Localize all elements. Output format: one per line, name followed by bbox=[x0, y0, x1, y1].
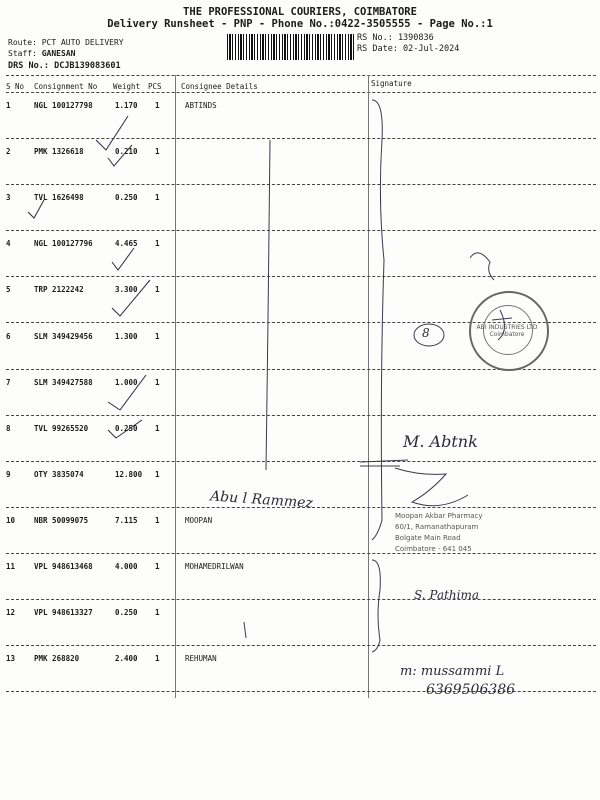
col-consignee: Consignee Details bbox=[181, 82, 258, 91]
row-weight: 2.400 bbox=[115, 654, 138, 663]
col-pcs: PCS bbox=[148, 82, 162, 91]
brace-short bbox=[372, 560, 380, 652]
row-pcs: 1 bbox=[155, 193, 160, 202]
checkmark bbox=[112, 280, 150, 316]
stamp-line: Coimbatore - 641 045 bbox=[395, 545, 472, 553]
signature-scribble bbox=[395, 468, 468, 506]
row-sno: 7 bbox=[6, 378, 11, 387]
company-title: THE PROFESSIONAL COURIERS, COIMBATORE bbox=[183, 6, 417, 18]
signature-m-abtnk: M. Abtnk bbox=[403, 432, 478, 451]
row-weight: 1.170 bbox=[115, 101, 138, 110]
pen-strike bbox=[360, 460, 408, 466]
row-sno: 11 bbox=[6, 562, 16, 571]
row-weight: 0.250 bbox=[115, 193, 138, 202]
row-consignment-no: PMK 1326618 bbox=[34, 147, 84, 156]
row-consignment-no: PMK 268820 bbox=[34, 654, 80, 663]
row-consignment-no: TVL 1626498 bbox=[34, 193, 84, 202]
row-consignee: MOOPAN bbox=[185, 516, 213, 525]
drs-value: DCJB139083601 bbox=[54, 61, 121, 71]
stamp-line: Bolgate Main Road bbox=[395, 534, 461, 542]
brace-lines bbox=[244, 100, 512, 652]
row-weight: 7.115 bbox=[115, 516, 138, 525]
checkmark bbox=[108, 375, 146, 410]
row-consignment-no: NGL 100127796 bbox=[34, 239, 93, 248]
row-consignment-no: VPL 948613468 bbox=[34, 562, 93, 571]
row-weight: 4.465 bbox=[115, 239, 138, 248]
row-consignment-no: NGL 100127798 bbox=[34, 101, 93, 110]
row-pcs: 1 bbox=[155, 101, 160, 110]
rs-date: RS Date: 02-Jul-2024 bbox=[357, 44, 460, 54]
row-weight: 12.800 bbox=[115, 470, 143, 479]
row-consignee: REHUMAN bbox=[185, 654, 217, 663]
row-pcs: 1 bbox=[155, 562, 160, 571]
moopan-stamp bbox=[395, 511, 482, 555]
row-sno: 13 bbox=[6, 654, 16, 663]
stamp-line: Moopan Akbar Pharmacy bbox=[395, 512, 483, 520]
handwritten-phone: 6369506386 bbox=[426, 682, 516, 698]
row-sno: 6 bbox=[6, 332, 11, 341]
company-seal-text: ABI INDUSTRIES LTD Coimbatore bbox=[476, 324, 538, 338]
drs-label: DRS No.: bbox=[8, 61, 49, 71]
col-weight: Weight bbox=[113, 82, 141, 91]
row-weight: 3.300 bbox=[115, 285, 138, 294]
row-pcs: 1 bbox=[155, 147, 160, 156]
row-sno: 12 bbox=[6, 608, 16, 617]
pen-tick bbox=[244, 622, 246, 638]
col-sno: S No bbox=[6, 82, 25, 91]
row-weight: 4.000 bbox=[115, 562, 138, 571]
brace-long bbox=[372, 100, 384, 540]
row-pcs: 1 bbox=[155, 470, 160, 479]
row-sno: 2 bbox=[6, 147, 11, 156]
row-consignment-no: TVL 99265520 bbox=[34, 424, 89, 433]
row-pcs: 1 bbox=[155, 608, 160, 617]
signature-abul: Abu l Rammez bbox=[209, 488, 314, 512]
checkmark bbox=[108, 145, 132, 166]
row-consignment-no: OTY 3835074 bbox=[34, 470, 84, 479]
staff-value: GANESAN bbox=[41, 49, 76, 58]
row-weight: 0.250 bbox=[115, 424, 138, 433]
row-pcs: 1 bbox=[155, 378, 160, 387]
checkmark bbox=[96, 116, 128, 150]
row-weight: 1.300 bbox=[115, 332, 138, 341]
row-consignment-no: SLM 349429456 bbox=[34, 332, 93, 341]
row-sno: 10 bbox=[6, 516, 16, 525]
row-consignee: ABTINDS bbox=[185, 101, 217, 110]
row-consignment-no: VPL 948613327 bbox=[34, 608, 93, 617]
row-consignment-no: SLM 349427588 bbox=[34, 378, 93, 387]
route-label: Route: PCT AUTO DELIVERY bbox=[8, 38, 124, 47]
row-pcs: 1 bbox=[155, 424, 160, 433]
staff-label: Staff: bbox=[8, 49, 37, 58]
pen-vertical-line bbox=[266, 140, 270, 470]
row-pcs: 1 bbox=[155, 332, 160, 341]
row-weight: 0.250 bbox=[115, 608, 138, 617]
row-sno: 3 bbox=[6, 193, 11, 202]
signature-mussammil: m: mussammi L bbox=[400, 664, 505, 679]
circled-number: 8 bbox=[422, 326, 430, 340]
runsheet-title: Delivery Runsheet - PNP - Phone No.:0422-3505555 - Page No.:1 bbox=[107, 18, 493, 30]
col-signature: Signature bbox=[371, 79, 412, 88]
row-consignment-no: NBR 50099075 bbox=[34, 516, 89, 525]
row-pcs: 1 bbox=[155, 239, 160, 248]
stamp-line: 60/1, Ramanathapuram bbox=[395, 523, 479, 531]
checkmark bbox=[28, 200, 44, 218]
row-sno: 4 bbox=[6, 239, 11, 248]
row-weight: 0.210 bbox=[115, 147, 138, 156]
rs-number: RS No.: 1390836 bbox=[357, 33, 434, 43]
row-weight: 1.000 bbox=[115, 378, 138, 387]
row-consignee: MOHAMEDRILWAN bbox=[185, 562, 244, 571]
row-consignment-no: TRP 2122242 bbox=[34, 285, 84, 294]
row-sno: 1 bbox=[6, 101, 11, 110]
checkmark bbox=[112, 248, 134, 270]
weight-checkmarks bbox=[28, 116, 150, 438]
signature-s-pathima: S. Pathima bbox=[414, 588, 480, 602]
row-pcs: 1 bbox=[155, 516, 160, 525]
row-pcs: 1 bbox=[155, 285, 160, 294]
signature-mark bbox=[470, 253, 494, 280]
row-sno: 8 bbox=[6, 424, 11, 433]
col-consignment: Consignment No bbox=[34, 82, 98, 91]
row-sno: 9 bbox=[6, 470, 11, 479]
row-sno: 5 bbox=[6, 285, 11, 294]
checkmark bbox=[108, 420, 142, 438]
row-pcs: 1 bbox=[155, 654, 160, 663]
